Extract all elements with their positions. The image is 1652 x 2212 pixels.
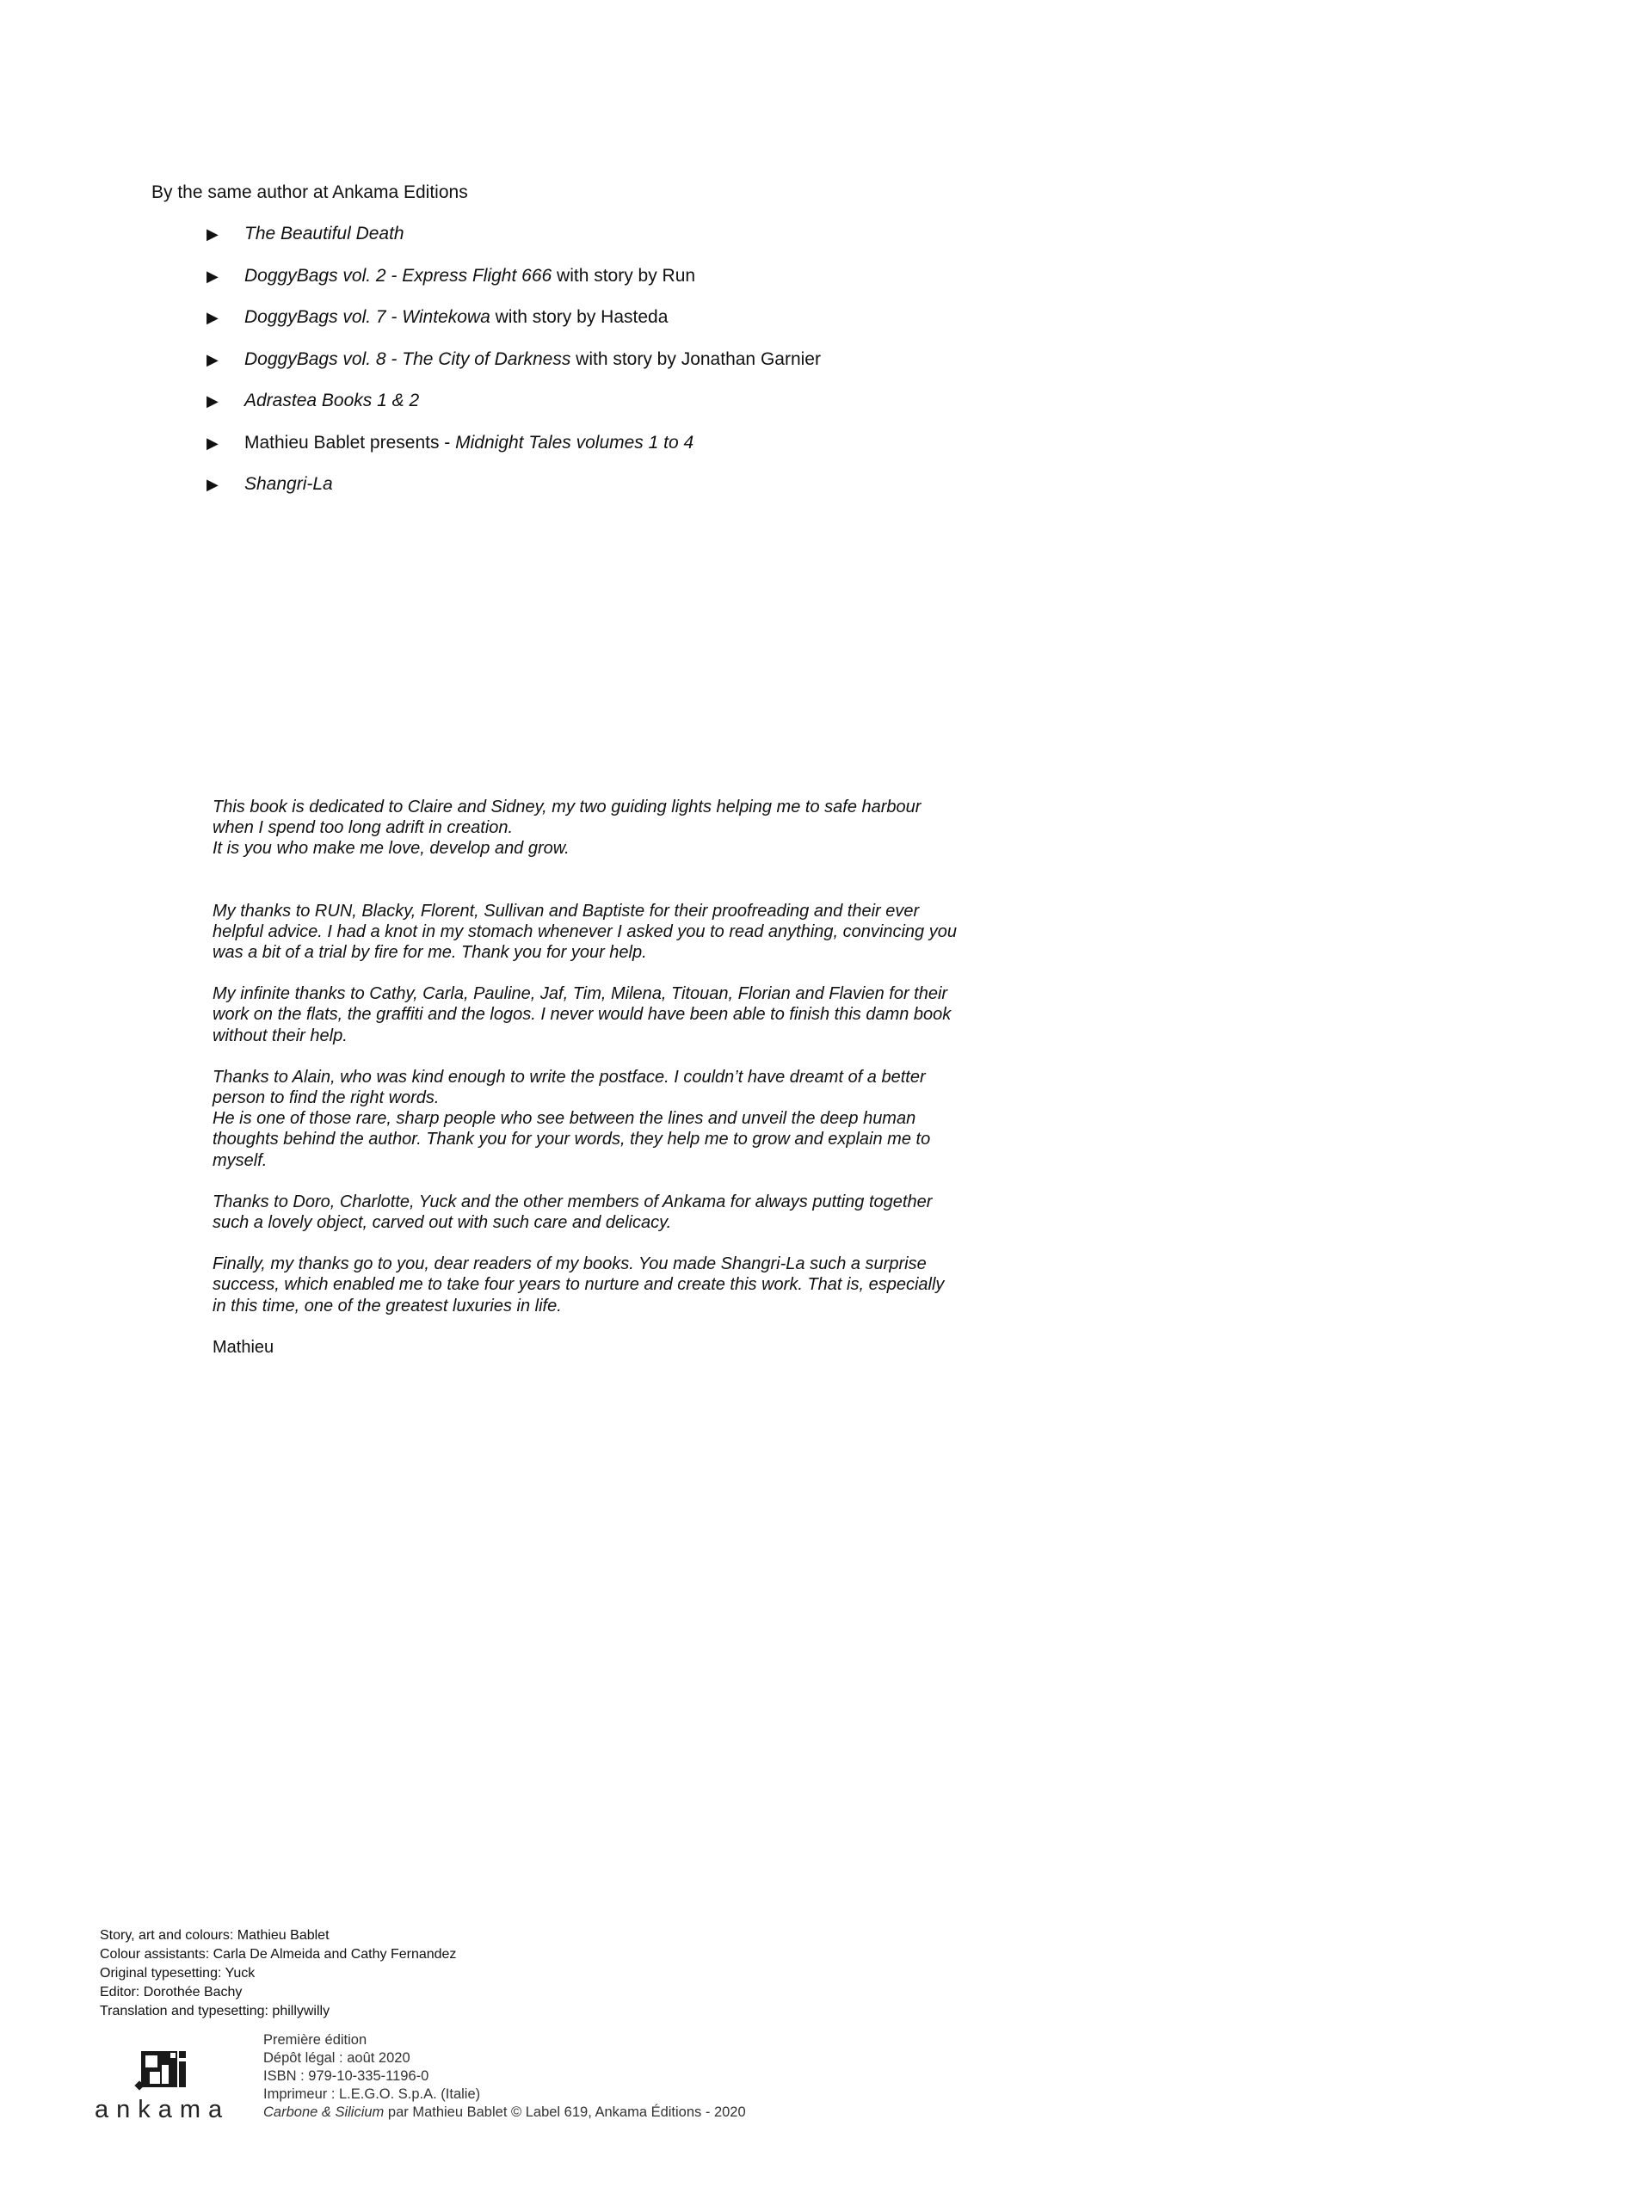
bullet-triangle-icon: ▶: [206, 350, 219, 368]
credit-line: Translation and typesetting: phillywilly: [100, 2004, 330, 2018]
bullet-triangle-icon: ▶: [206, 267, 219, 285]
legal-edition: Première édition: [263, 2032, 367, 2048]
book-title: Adrastea Books 1 & 2: [244, 391, 420, 410]
credit-line: Editor: Dorothée Bachy: [100, 1985, 243, 1999]
book-title: The Beautiful Death: [244, 224, 404, 243]
book-list-item: [206, 431, 821, 473]
book-list-item: [206, 348, 821, 390]
ankama-wordmark: ankama: [95, 2096, 231, 2123]
legal-printer: Imprimeur : L.E.G.O. S.p.A. (Italie): [263, 2086, 481, 2102]
book-list-item: [206, 222, 821, 264]
dedication-paragraph: This book is dedicated to Claire and Sidney, my two guiding lights helping me to safe harbour when I spend too long adrift in creation. It is you who make me love, develop and grow.: [213, 798, 922, 859]
bullet-triangle-icon: ▶: [206, 392, 219, 410]
legal-block: [263, 2031, 746, 2122]
copyright-title: Carbone & Silicium: [263, 2104, 385, 2120]
book-title: DoggyBags vol. 8 - The City of Darkness: [244, 348, 571, 369]
book-prefix: Mathieu Bablet presents -: [244, 432, 456, 453]
book-list-item: [206, 264, 821, 306]
book-list-item: [206, 472, 821, 514]
thanks-paragraph: Finally, my thanks go to you, dear readers of my books. You made Shangri-La such a surprise success, which enabled me to take four years to nurture and create this work. That is, especially in this time, one of the greatest luxuries in life.: [213, 1254, 945, 1315]
bullet-triangle-icon: ▶: [206, 225, 219, 243]
acknowledgements: [213, 797, 1039, 1358]
book-title: DoggyBags vol. 2 - Express Flight 666: [244, 265, 552, 286]
bullet-triangle-icon: ▶: [206, 434, 219, 452]
book-title: Shangri-La: [244, 474, 333, 494]
credit-line: Original typesetting: Yuck: [100, 1966, 256, 1981]
credit-line: Colour assistants: Carla De Almeida and Cathy Fernandez: [100, 1947, 457, 1962]
book-list: [206, 222, 821, 514]
thanks-paragraph: My thanks to RUN, Blacky, Florent, Sullivan and Baptiste for their proofreading and their ever helpful advice. I had a knot in my stomach whenever I asked you to read anything, convincing you was a bit of a trial by fire for me. Thank you for your help.: [213, 901, 957, 963]
legal-copyright: [263, 2104, 746, 2122]
bullet-triangle-icon: ▶: [206, 476, 219, 493]
bullet-triangle-icon: ▶: [206, 309, 219, 326]
signature: Mathieu: [213, 1337, 274, 1357]
book-suffix: with story by Jonathan Garnier: [570, 348, 821, 369]
copyright-rest: par Mathieu Bablet © Label 619, Ankama Éditions - 2020: [384, 2104, 746, 2120]
book-title: DoggyBags vol. 7 - Wintekowa: [244, 307, 490, 327]
credit-line: Story, art and colours: Mathieu Bablet: [100, 1928, 330, 1943]
thanks-paragraph: Thanks to Alain, who was kind enough to write the postface. I couldn’t have dreamt of a better person to find the right words. He is one of those rare, sharp people who see between the lines and unveil the deep human thoughts behind the author. Thank you for your words, they help me to grow and explain me to myself.: [213, 1067, 931, 1170]
legal-isbn: ISBN : 979-10-335-1196-0: [263, 2068, 429, 2084]
legal-depot: Dépôt légal : août 2020: [263, 2050, 410, 2066]
credits-block: [100, 1926, 456, 2021]
page-heading: By the same author at Ankama Editions: [151, 182, 468, 202]
thanks-paragraph: Thanks to Doro, Charlotte, Yuck and the other members of Ankama for always putting together such a lovely object, carved out with such care and delicacy.: [213, 1192, 933, 1233]
book-title: Midnight Tales volumes 1 to 4: [455, 432, 694, 453]
book-suffix: with story by Hasteda: [490, 307, 669, 327]
book-list-item: [206, 389, 821, 431]
book-list-item: [206, 305, 821, 348]
book-suffix: with story by Run: [552, 265, 696, 286]
thanks-paragraph: My infinite thanks to Cathy, Carla, Pauline, Jaf, Tim, Milena, Titouan, Florian and Flavien for their work on the flats, the graffiti and the logos. I never would have been able to finish this damn book without their help.: [213, 984, 952, 1045]
